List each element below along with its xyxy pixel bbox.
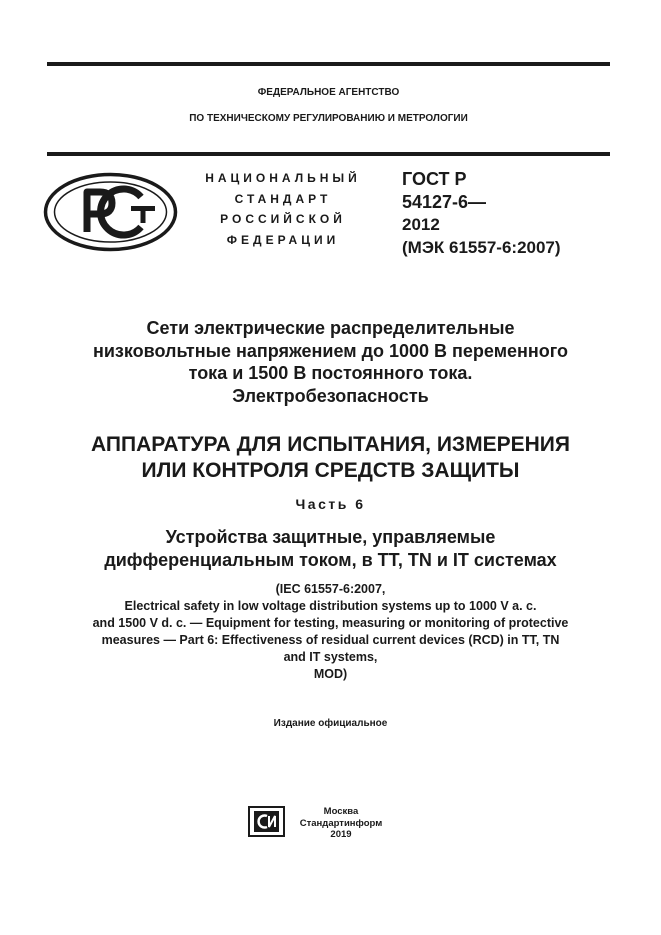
agency-line-2: ПО ТЕХНИЧЕСКОМУ РЕГУЛИРОВАНИЮ И МЕТРОЛОГИИ bbox=[189, 113, 468, 124]
standard-type-block bbox=[192, 168, 374, 250]
main-title-line: АППАРАТУРА ДЛЯ ИСПЫТАНИЯ, ИЗМЕРЕНИЯ bbox=[91, 433, 570, 456]
general-title-line: Сети электрические распределительные bbox=[146, 318, 515, 338]
general-title-line: низковольтные напряжением до 1000 В переменного bbox=[92, 340, 569, 361]
standard-type-line: ФЕДЕРАЦИИ bbox=[226, 232, 340, 247]
part-title-line: дифференциальным током, в ТТ, TN и IT системах bbox=[104, 550, 557, 570]
english-title-line: measures — Part 6: Effectiveness of residual current devices (RCD) in TT, TN bbox=[101, 633, 560, 647]
top-rule bbox=[47, 62, 610, 66]
part-title-line: Устройства защитные, управляемые bbox=[165, 527, 496, 547]
english-title-line: MOD) bbox=[313, 667, 348, 681]
standard-type-line: НАЦИОНАЛЬНЫЙ bbox=[205, 171, 361, 185]
publisher-year: 2019 bbox=[330, 829, 352, 840]
english-title bbox=[0, 581, 661, 683]
general-title-line: тока и 1500 В постоянного тока. bbox=[188, 363, 473, 383]
standartinform-logo-icon bbox=[248, 806, 285, 837]
main-title-line: ИЛИ КОНТРОЛЯ СРЕДСТВ ЗАЩИТЫ bbox=[141, 459, 520, 482]
publisher-city: Москва bbox=[323, 806, 359, 817]
designation-number: 54127-6— bbox=[402, 192, 487, 212]
english-title-line: and 1500 V d. c. — Equipment for testing, measuring or monitoring of protective bbox=[92, 616, 569, 630]
part-number: Часть 6 bbox=[295, 496, 366, 512]
designation-year: 2012 bbox=[402, 215, 440, 234]
english-title-line: and IT systems, bbox=[283, 650, 378, 664]
standard-type-line: РОССИЙСКОЙ bbox=[220, 212, 346, 226]
edition-label: Издание официальное bbox=[273, 718, 388, 729]
standard-designation bbox=[402, 168, 612, 260]
english-title-line: (IEC 61557-6:2007, bbox=[275, 582, 386, 596]
agency-line-1: ФЕДЕРАЛЬНОЕ АГЕНТСТВО bbox=[257, 87, 400, 98]
english-title-line: Electrical safety in low voltage distribution systems up to 1000 V a. c. bbox=[124, 599, 537, 613]
general-title-line: Электробезопасность bbox=[232, 385, 429, 406]
publisher-name: Стандартинформ bbox=[299, 817, 383, 829]
header-rule bbox=[47, 152, 610, 156]
designation-prefix: ГОСТ Р bbox=[402, 169, 467, 189]
part-title bbox=[0, 526, 661, 572]
main-title bbox=[0, 432, 661, 484]
designation-iec: (МЭК 61557-6:2007) bbox=[402, 238, 561, 257]
standard-type-line: СТАНДАРТ bbox=[234, 191, 332, 206]
rst-certification-mark-icon bbox=[43, 172, 178, 252]
publisher-block bbox=[296, 806, 386, 841]
general-title bbox=[0, 317, 661, 407]
